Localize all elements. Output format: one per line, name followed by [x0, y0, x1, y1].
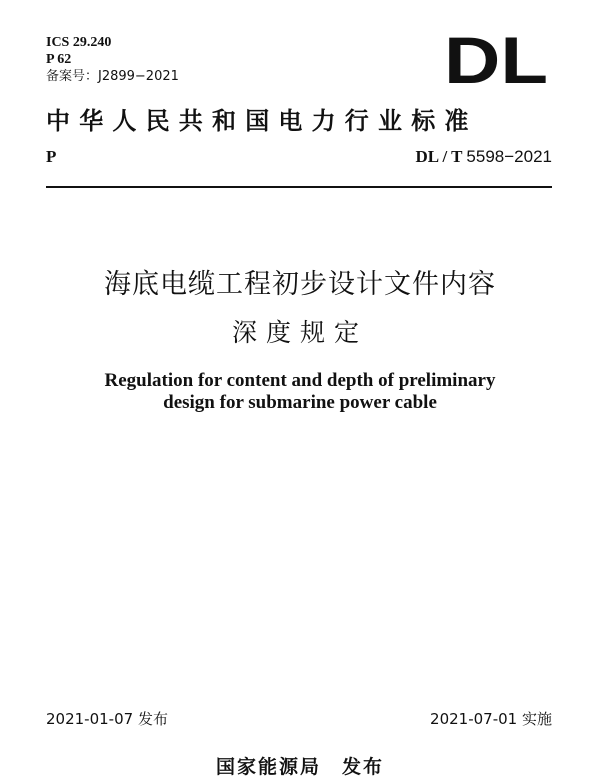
issuer: 国家能源局 发布	[215, 756, 384, 778]
organization-title: 中华人民共和国电力行业标准	[46, 106, 478, 135]
title-en-line1: Regulation for content and depth of preliminary	[104, 370, 496, 391]
dl-logo-text: DL	[444, 34, 548, 86]
meta-block	[46, 34, 179, 85]
classification-code: P 62	[46, 52, 72, 67]
title-en	[0, 370, 600, 414]
standard-category: P	[46, 147, 57, 166]
standard-code-prefix: DL / T	[415, 147, 467, 166]
standard-code-row	[46, 147, 552, 169]
title-zh-line1: 海底电缆工程初步设计文件内容	[104, 269, 496, 300]
ics-code: ICS 29.240	[46, 35, 112, 50]
record-number: 备案号：J2899−2021	[46, 69, 179, 84]
publish-date: 2021-01-07 发布	[46, 710, 168, 728]
implement-date: 2021-07-01 实施	[430, 710, 552, 728]
title-zh-line2: 深度规定	[231, 318, 368, 347]
dates-row	[46, 708, 552, 730]
title-en-line2: design for submarine power cable	[163, 392, 437, 413]
standard-code-number: 5598−2021	[466, 147, 552, 166]
dl-logo	[443, 34, 549, 86]
divider-line	[46, 186, 552, 188]
standard-code	[416, 147, 552, 167]
